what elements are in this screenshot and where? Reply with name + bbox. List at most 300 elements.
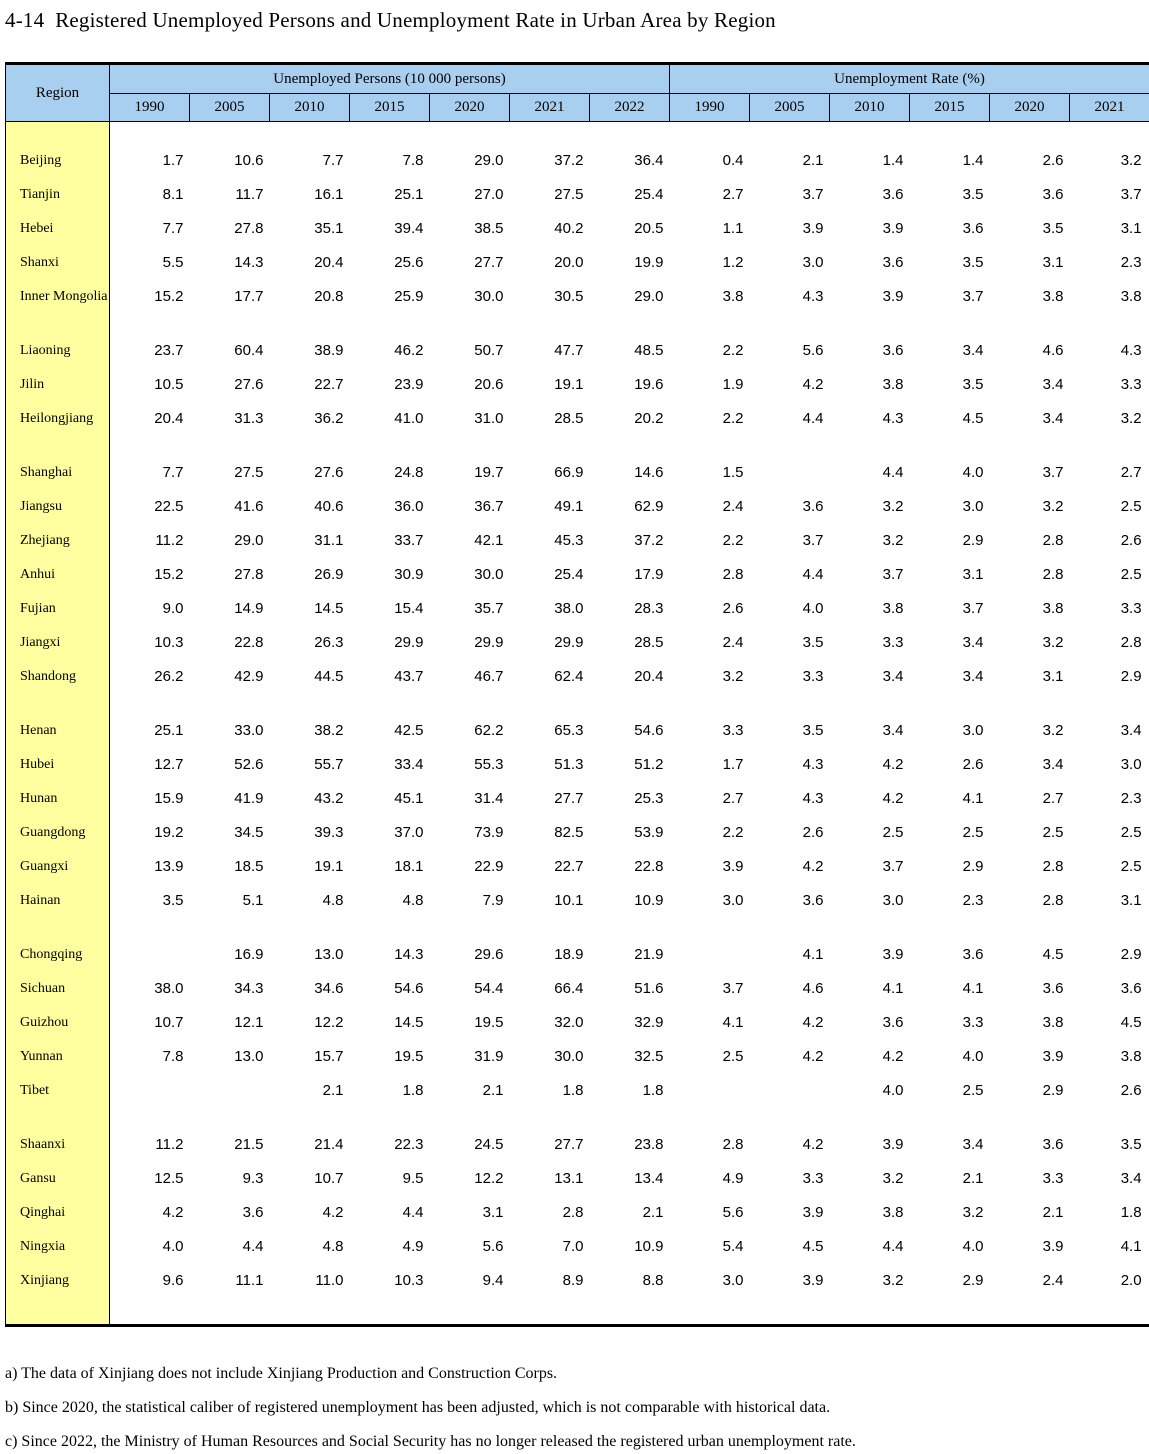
persons-cell: 29.0 — [634, 288, 664, 305]
page-title: 4-14 Registered Unemployed Persons and Unemployment Rate in Urban Area by Region — [5, 8, 776, 32]
persons-cell: 3.1 — [482, 1204, 504, 1221]
persons-cell: 5.6 — [482, 1238, 504, 1255]
rate-cell: 3.2 — [882, 498, 904, 515]
table-row — [6, 816, 1149, 850]
persons-cell: 48.5 — [634, 342, 664, 359]
region-label: Xinjiang — [6, 1264, 110, 1298]
persons-cell: 22.8 — [234, 634, 264, 651]
rate-cell: 1.5 — [722, 464, 744, 481]
rate-cell: 3.5 — [1120, 1136, 1142, 1153]
persons-cell: 15.4 — [394, 600, 424, 617]
rate-cell: 3.8 — [1120, 1048, 1142, 1065]
rate-cell: 3.6 — [962, 220, 984, 237]
rate-cell: 2.2 — [722, 824, 744, 841]
region-label: Sichuan — [6, 972, 110, 1006]
rate-cell: 3.4 — [962, 1136, 984, 1153]
rate-cell: 4.3 — [802, 790, 824, 807]
persons-cell: 34.3 — [234, 980, 264, 997]
rate-cell: 4.2 — [802, 1136, 824, 1153]
rate-cell: 3.5 — [802, 634, 824, 651]
region-label: Beijing — [6, 144, 110, 178]
rate-cell: 2.5 — [962, 1082, 984, 1099]
rate-cell: 3.2 — [1042, 722, 1064, 739]
persons-cell: 30.9 — [394, 566, 424, 583]
rate-cell: 4.0 — [882, 1082, 904, 1099]
rate-cell: 4.6 — [1042, 342, 1064, 359]
region-label: Anhui — [6, 558, 110, 592]
rate-cell: 3.3 — [1042, 1170, 1064, 1187]
group-header-row — [6, 64, 1149, 94]
rate-cell: 4.1 — [802, 946, 824, 963]
spacer-cell — [110, 314, 1149, 334]
persons-cell: 42.1 — [474, 532, 504, 549]
persons-cell: 14.3 — [234, 254, 264, 271]
persons-cell: 27.5 — [554, 186, 584, 203]
persons-cell: 22.8 — [634, 858, 664, 875]
persons-year-header: 2020 — [430, 94, 510, 122]
rate-cell: 3.3 — [1120, 376, 1142, 393]
persons-cell: 16.9 — [234, 946, 264, 963]
persons-cell: 62.9 — [634, 498, 664, 515]
rate-cell: 2.5 — [962, 824, 984, 841]
region-label: Tibet — [6, 1074, 110, 1108]
rate-group-header: Unemployment Rate (%) — [670, 64, 1149, 94]
footnotes — [5, 1365, 1149, 1450]
persons-cell: 27.6 — [314, 464, 344, 481]
rate-cell: 5.6 — [722, 1204, 744, 1221]
persons-cell: 46.2 — [394, 342, 424, 359]
rate-cell: 3.0 — [722, 892, 744, 909]
persons-cell: 1.8 — [402, 1082, 424, 1099]
persons-cell: 53.9 — [634, 824, 664, 841]
rate-cell: 3.5 — [1042, 220, 1064, 237]
persons-cell: 8.1 — [162, 186, 184, 203]
rate-cell: 2.8 — [1042, 566, 1064, 583]
table-row — [6, 246, 1149, 280]
persons-cell: 3.6 — [242, 1204, 264, 1221]
spacer-row — [6, 1298, 1149, 1326]
rate-cell: 3.7 — [802, 186, 824, 203]
persons-cell: 38.9 — [314, 342, 344, 359]
persons-cell: 17.9 — [634, 566, 664, 583]
rate-cell: 3.9 — [802, 1204, 824, 1221]
rate-cell: 3.9 — [882, 946, 904, 963]
rate-cell: 2.3 — [962, 892, 984, 909]
persons-cell: 22.7 — [554, 858, 584, 875]
persons-cell: 38.0 — [154, 980, 184, 997]
persons-cell: 8.9 — [562, 1272, 584, 1289]
persons-cell: 29.6 — [474, 946, 504, 963]
rate-cell — [670, 1074, 750, 1108]
rate-cell: 3.7 — [722, 980, 744, 997]
persons-cell: 28.5 — [554, 410, 584, 427]
persons-cell: 27.7 — [474, 254, 504, 271]
rate-cell: 2.5 — [1120, 566, 1142, 583]
persons-cell: 20.0 — [554, 254, 584, 271]
table-row — [6, 850, 1149, 884]
persons-cell: 11.1 — [235, 1272, 264, 1289]
rate-cell: 2.6 — [962, 756, 984, 773]
persons-cell: 2.1 — [642, 1204, 664, 1221]
persons-cell: 45.3 — [554, 532, 584, 549]
rate-cell: 3.0 — [802, 254, 824, 271]
rate-cell: 3.9 — [882, 220, 904, 237]
spacer-cell — [110, 122, 1149, 144]
persons-group-header: Unemployed Persons (10 000 persons) — [110, 64, 670, 94]
rate-cell: 3.0 — [962, 498, 984, 515]
rate-cell: 2.5 — [722, 1048, 744, 1065]
persons-cell: 43.2 — [314, 790, 344, 807]
persons-cell: 40.2 — [554, 220, 584, 237]
table-row — [6, 1128, 1149, 1162]
persons-cell: 20.8 — [314, 288, 344, 305]
rate-cell: 4.2 — [802, 1014, 824, 1031]
region-label: Qinghai — [6, 1196, 110, 1230]
rate-cell: 3.1 — [1042, 254, 1064, 271]
rate-cell: 1.4 — [882, 152, 904, 169]
table-row — [6, 524, 1149, 558]
rate-cell: 3.2 — [722, 668, 744, 685]
rate-cell: 3.2 — [1120, 152, 1142, 169]
rate-cell: 3.0 — [962, 722, 984, 739]
rate-cell: 3.3 — [1120, 600, 1142, 617]
persons-cell: 15.9 — [154, 790, 184, 807]
persons-cell: 7.8 — [402, 152, 424, 169]
persons-cell: 66.4 — [554, 980, 584, 997]
rate-cell: 2.2 — [722, 342, 744, 359]
persons-cell: 28.5 — [634, 634, 664, 651]
region-label: Chongqing — [6, 938, 110, 972]
persons-cell: 28.3 — [634, 600, 664, 617]
rate-cell: 3.4 — [1042, 756, 1064, 773]
persons-cell: 9.3 — [242, 1170, 264, 1187]
persons-cell: 30.0 — [474, 566, 504, 583]
persons-cell: 1.7 — [162, 152, 184, 169]
persons-cell: 36.4 — [634, 152, 664, 169]
rate-cell: 2.1 — [962, 1170, 984, 1187]
region-label: Heilongjiang — [6, 402, 110, 436]
rate-cell: 2.3 — [1120, 790, 1142, 807]
table-row — [6, 938, 1149, 972]
region-label: Yunnan — [6, 1040, 110, 1074]
rate-cell: 2.3 — [1120, 254, 1142, 271]
rate-cell: 2.9 — [1042, 1082, 1064, 1099]
persons-cell: 36.0 — [394, 498, 424, 515]
region-column-fill — [6, 1108, 110, 1128]
table-body — [6, 122, 1149, 1326]
persons-cell: 20.4 — [154, 410, 184, 427]
rate-cell: 2.1 — [802, 152, 824, 169]
rate-cell: 4.5 — [802, 1238, 824, 1255]
spacer-cell — [110, 918, 1149, 938]
rate-cell: 3.1 — [962, 566, 984, 583]
persons-cell: 33.0 — [234, 722, 264, 739]
table-row — [6, 884, 1149, 918]
persons-cell: 14.3 — [394, 946, 424, 963]
persons-cell: 19.5 — [394, 1048, 424, 1065]
region-column-fill — [6, 436, 110, 456]
region-label: Shaanxi — [6, 1128, 110, 1162]
persons-cell: 19.6 — [634, 376, 664, 393]
persons-cell: 27.7 — [554, 790, 584, 807]
persons-cell: 22.9 — [474, 858, 504, 875]
persons-cell: 29.0 — [474, 152, 504, 169]
persons-cell: 22.3 — [394, 1136, 424, 1153]
rate-cell: 2.4 — [722, 498, 744, 515]
persons-cell: 35.7 — [474, 600, 504, 617]
persons-year-header: 2005 — [190, 94, 270, 122]
persons-cell: 41.9 — [234, 790, 264, 807]
rate-cell: 2.7 — [722, 186, 744, 203]
rate-cell — [670, 938, 750, 972]
persons-cell: 22.5 — [154, 498, 184, 515]
rate-cell: 3.8 — [722, 288, 744, 305]
table-row — [6, 1264, 1149, 1298]
persons-cell: 19.1 — [314, 858, 344, 875]
persons-cell: 1.8 — [642, 1082, 664, 1099]
persons-cell: 55.7 — [314, 756, 344, 773]
rate-cell: 2.0 — [1120, 1272, 1142, 1289]
persons-cell: 34.5 — [234, 824, 264, 841]
rate-cell: 3.2 — [1120, 410, 1142, 427]
persons-cell: 2.1 — [482, 1082, 504, 1099]
rate-cell: 2.8 — [722, 566, 744, 583]
rate-cell: 4.1 — [722, 1014, 744, 1031]
persons-cell: 13.9 — [154, 858, 184, 875]
spacer-row — [6, 1108, 1149, 1128]
rate-year-header: 2021 — [1070, 94, 1149, 122]
persons-cell: 31.1 — [314, 532, 344, 549]
persons-cell: 12.7 — [154, 756, 184, 773]
rate-cell: 1.8 — [1120, 1204, 1142, 1221]
footnote-a: a) The data of Xinjiang does not include Xinjiang Production and Construction Corps. — [5, 1365, 558, 1382]
persons-cell: 10.7 — [154, 1014, 184, 1031]
spacer-row — [6, 436, 1149, 456]
persons-cell: 19.9 — [634, 254, 664, 271]
persons-cell: 4.2 — [322, 1204, 344, 1221]
persons-cell: 54.4 — [474, 980, 504, 997]
rate-cell: 5.6 — [802, 342, 824, 359]
persons-cell: 13.4 — [634, 1170, 664, 1187]
rate-cell: 4.5 — [1120, 1014, 1142, 1031]
persons-cell: 31.4 — [474, 790, 504, 807]
persons-cell: 27.8 — [234, 220, 264, 237]
persons-cell: 32.0 — [554, 1014, 584, 1031]
table-row — [6, 558, 1149, 592]
rate-cell: 3.9 — [802, 1272, 824, 1289]
rate-cell: 0.4 — [722, 152, 744, 169]
persons-year-header: 2010 — [270, 94, 350, 122]
region-label: Gansu — [6, 1162, 110, 1196]
rate-cell: 2.7 — [1042, 790, 1064, 807]
table-row — [6, 748, 1149, 782]
rate-cell: 2.7 — [722, 790, 744, 807]
persons-cell: 12.2 — [474, 1170, 504, 1187]
region-label: Fujian — [6, 592, 110, 626]
footnote-b: b) Since 2020, the statistical caliber of registered unemployment has been adjusted, which is not comparable with historical data. — [5, 1399, 831, 1416]
persons-cell: 4.2 — [162, 1204, 184, 1221]
rate-cell: 3.4 — [882, 722, 904, 739]
region-label: Jilin — [6, 368, 110, 402]
persons-cell: 35.1 — [314, 220, 344, 237]
persons-cell: 39.4 — [394, 220, 424, 237]
persons-cell: 27.6 — [234, 376, 264, 393]
persons-cell — [190, 1074, 270, 1108]
rate-year-header: 2005 — [750, 94, 830, 122]
persons-year-header: 2021 — [510, 94, 590, 122]
persons-cell: 54.6 — [634, 722, 664, 739]
table-row — [6, 626, 1149, 660]
region-label: Jiangsu — [6, 490, 110, 524]
rate-cell: 3.4 — [962, 668, 984, 685]
persons-cell: 23.7 — [154, 342, 184, 359]
region-label: Liaoning — [6, 334, 110, 368]
persons-cell: 30.0 — [474, 288, 504, 305]
rate-cell: 2.9 — [962, 532, 984, 549]
rate-cell: 3.8 — [882, 1204, 904, 1221]
persons-cell: 30.0 — [554, 1048, 584, 1065]
persons-cell: 29.9 — [474, 634, 504, 651]
persons-cell: 38.5 — [474, 220, 504, 237]
persons-cell: 4.0 — [162, 1238, 184, 1255]
persons-cell: 4.8 — [322, 1238, 344, 1255]
spacer-cell — [110, 1108, 1149, 1128]
table-row — [6, 1196, 1149, 1230]
persons-cell: 10.3 — [154, 634, 184, 651]
persons-cell: 26.3 — [314, 634, 344, 651]
region-label: Hainan — [6, 884, 110, 918]
persons-cell: 13.0 — [234, 1048, 264, 1065]
persons-cell: 30.5 — [554, 288, 584, 305]
rate-cell: 3.6 — [802, 498, 824, 515]
table-row — [6, 1230, 1149, 1264]
rate-cell: 2.9 — [1120, 946, 1142, 963]
persons-cell: 62.2 — [474, 722, 504, 739]
persons-cell: 43.7 — [394, 668, 424, 685]
persons-cell: 34.6 — [314, 980, 344, 997]
rate-cell: 4.2 — [802, 1048, 824, 1065]
persons-cell: 23.8 — [634, 1136, 664, 1153]
persons-cell: 47.7 — [554, 342, 584, 359]
persons-cell: 3.5 — [162, 892, 184, 909]
rate-cell: 2.2 — [722, 410, 744, 427]
rate-cell: 3.4 — [1042, 410, 1064, 427]
persons-cell: 7.8 — [162, 1048, 184, 1065]
region-label: Guangdong — [6, 816, 110, 850]
persons-cell: 29.9 — [394, 634, 424, 651]
rate-cell: 3.4 — [882, 668, 904, 685]
rate-cell: 3.3 — [722, 722, 744, 739]
persons-cell: 19.2 — [154, 824, 184, 841]
rate-cell: 3.9 — [1042, 1238, 1064, 1255]
persons-cell: 73.9 — [474, 824, 504, 841]
rate-cell: 3.4 — [1120, 1170, 1142, 1187]
rate-cell: 4.2 — [802, 858, 824, 875]
persons-cell: 65.3 — [554, 722, 584, 739]
rate-cell: 3.9 — [1042, 1048, 1064, 1065]
persons-cell: 29.0 — [234, 532, 264, 549]
rate-cell: 3.0 — [1120, 756, 1142, 773]
persons-cell: 44.5 — [314, 668, 344, 685]
persons-cell: 25.1 — [394, 186, 424, 203]
persons-cell: 9.4 — [482, 1272, 504, 1289]
persons-cell: 19.7 — [474, 464, 504, 481]
region-label: Ningxia — [6, 1230, 110, 1264]
persons-cell: 4.9 — [402, 1238, 424, 1255]
rate-cell: 4.6 — [802, 980, 824, 997]
rate-cell: 3.7 — [1042, 464, 1064, 481]
region-label: Guizhou — [6, 1006, 110, 1040]
persons-cell: 7.7 — [162, 220, 184, 237]
persons-cell: 40.6 — [314, 498, 344, 515]
persons-cell: 21.9 — [634, 946, 664, 963]
table-row — [6, 490, 1149, 524]
table-header — [6, 64, 1149, 122]
rate-cell: 2.8 — [1120, 634, 1142, 651]
rate-cell: 2.6 — [802, 824, 824, 841]
persons-cell: 10.3 — [394, 1272, 424, 1289]
rate-cell: 3.4 — [962, 342, 984, 359]
persons-cell: 12.2 — [314, 1014, 344, 1031]
rate-cell: 3.6 — [882, 1014, 904, 1031]
persons-cell: 4.4 — [402, 1204, 424, 1221]
persons-cell: 11.2 — [155, 1136, 184, 1153]
spacer-row — [6, 314, 1149, 334]
rate-cell: 4.0 — [962, 1238, 984, 1255]
rate-cell: 3.5 — [962, 186, 984, 203]
region-column-header: Region — [6, 64, 110, 122]
persons-cell: 25.6 — [394, 254, 424, 271]
region-label: Shanghai — [6, 456, 110, 490]
rate-cell: 3.2 — [1042, 498, 1064, 515]
persons-cell: 20.2 — [634, 410, 664, 427]
persons-cell: 36.7 — [474, 498, 504, 515]
rate-cell: 3.6 — [1120, 980, 1142, 997]
rate-cell: 2.9 — [962, 1272, 984, 1289]
region-label: Hubei — [6, 748, 110, 782]
persons-cell: 9.0 — [162, 600, 184, 617]
table-row — [6, 592, 1149, 626]
persons-cell: 38.2 — [314, 722, 344, 739]
persons-cell — [110, 938, 190, 972]
rate-cell: 3.8 — [1120, 288, 1142, 305]
persons-cell: 2.8 — [562, 1204, 584, 1221]
persons-cell: 10.9 — [634, 1238, 664, 1255]
rate-cell: 3.8 — [1042, 600, 1064, 617]
rate-cell: 3.6 — [962, 946, 984, 963]
rate-cell: 3.6 — [1042, 980, 1064, 997]
rate-cell: 3.2 — [882, 1170, 904, 1187]
rate-cell: 3.6 — [882, 254, 904, 271]
rate-year-header: 1990 — [670, 94, 750, 122]
rate-cell: 4.0 — [962, 1048, 984, 1065]
persons-cell: 23.9 — [394, 376, 424, 393]
region-label: Shandong — [6, 660, 110, 694]
persons-cell: 24.8 — [394, 464, 424, 481]
rate-cell: 2.5 — [1120, 498, 1142, 515]
persons-cell: 33.7 — [394, 532, 424, 549]
spacer-cell — [110, 1298, 1149, 1326]
persons-cell: 15.2 — [154, 566, 184, 583]
region-label: Hunan — [6, 782, 110, 816]
rate-cell: 4.1 — [1120, 1238, 1142, 1255]
rate-year-header: 2015 — [910, 94, 990, 122]
persons-cell: 21.4 — [314, 1136, 344, 1153]
rate-cell: 3.4 — [1042, 376, 1064, 393]
rate-cell: 3.9 — [882, 288, 904, 305]
persons-cell: 10.6 — [234, 152, 264, 169]
rate-cell: 3.3 — [882, 634, 904, 651]
